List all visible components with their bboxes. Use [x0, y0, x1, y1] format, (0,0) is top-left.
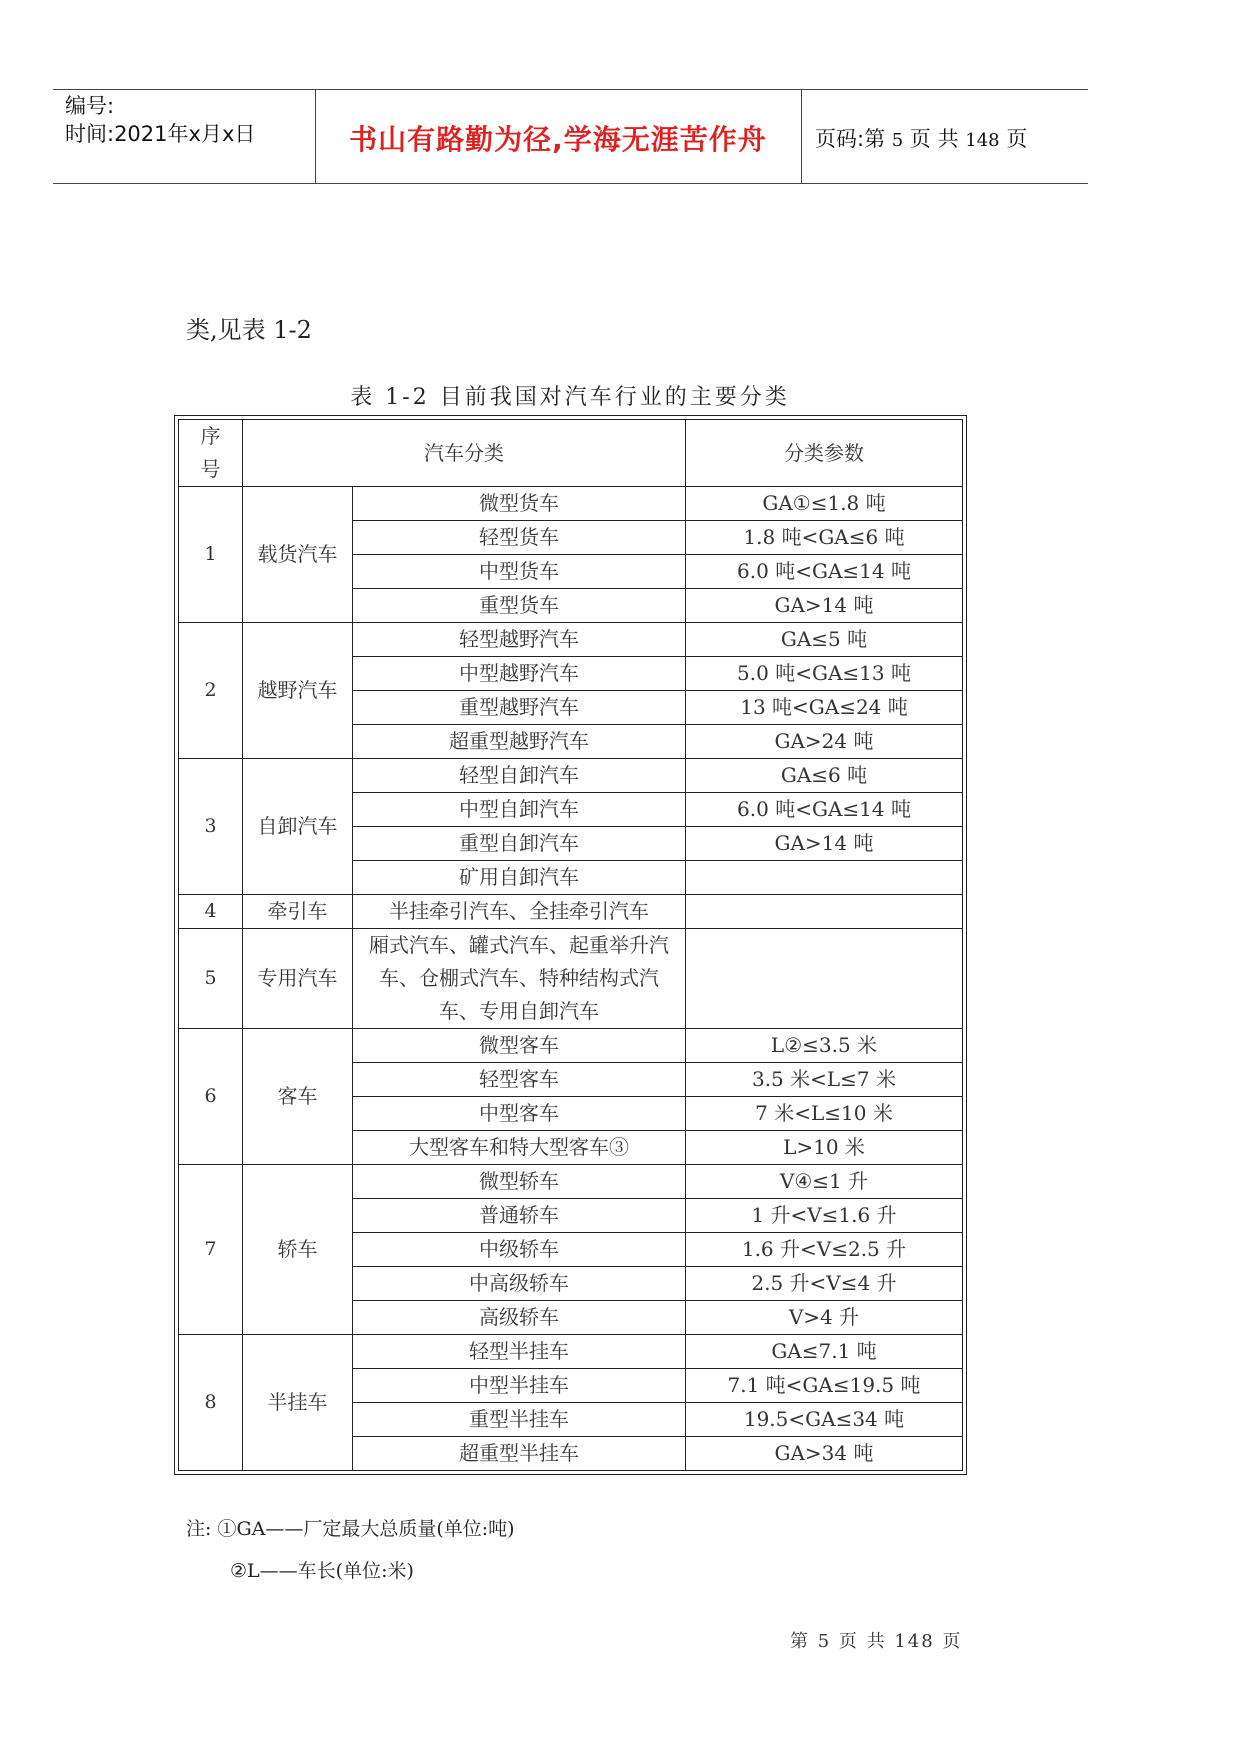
row-type-cell: 微型轿车	[353, 1165, 686, 1199]
row-param-cell: 1.8 吨<GA≤6 吨	[686, 521, 963, 555]
row-category-cell: 越野汽车	[243, 623, 353, 759]
row-param-cell: GA>14 吨	[686, 589, 963, 623]
row-param-cell: GA>34 吨	[686, 1437, 963, 1471]
row-index-cell: 6	[179, 1029, 243, 1165]
row-type-cell: 轻型客车	[353, 1063, 686, 1097]
row-param-cell: 13 吨<GA≤24 吨	[686, 691, 963, 725]
row-param-cell: GA>24 吨	[686, 725, 963, 759]
row-param-cell: 1 升<V≤1.6 升	[686, 1199, 963, 1233]
table-row	[179, 1165, 963, 1199]
table-caption: 表 1-2 目前我国对汽车行业的主要分类	[350, 385, 790, 410]
row-index-cell: 8	[179, 1335, 243, 1471]
table-row	[179, 1335, 963, 1369]
classification-table	[178, 419, 963, 1471]
time-label: 时间:2021年x月x日	[65, 122, 256, 146]
row-category-cell: 轿车	[243, 1165, 353, 1335]
header-index-text: 序号	[200, 424, 221, 481]
header-divider	[801, 90, 802, 183]
table-notes	[186, 1508, 515, 1592]
note-1: 注: ①GA——厂定最大总质量(单位:吨)	[186, 1518, 515, 1540]
row-type-cell: 中高级轿车	[353, 1267, 686, 1301]
page-header	[53, 89, 1088, 184]
page-footer: 第 5 页 共 148 页	[790, 1631, 963, 1652]
row-param-cell: 19.5<GA≤34 吨	[686, 1403, 963, 1437]
row-type-cell: 中型客车	[353, 1097, 686, 1131]
row-category-cell: 载货汽车	[243, 487, 353, 623]
table-row	[179, 487, 963, 521]
header-motto: 书山有路勤为径,学海无涯苦作舟	[349, 123, 767, 156]
row-param-cell: 3.5 米<L≤7 米	[686, 1063, 963, 1097]
row-param-cell: 7.1 吨<GA≤19.5 吨	[686, 1369, 963, 1403]
page-current: 5	[891, 130, 904, 151]
row-type-cell: 超重型半挂车	[353, 1437, 686, 1471]
row-type-cell: 重型货车	[353, 589, 686, 623]
row-param-cell: 2.5 升<V≤4 升	[686, 1267, 963, 1301]
row-type-cell: 高级轿车	[353, 1301, 686, 1335]
page-mid: 页 共	[909, 127, 959, 151]
row-index-cell: 2	[179, 623, 243, 759]
row-type-cell: 轻型货车	[353, 521, 686, 555]
row-index-cell: 7	[179, 1165, 243, 1335]
page-suffix: 页	[1006, 127, 1028, 151]
row-type-cell: 超重型越野汽车	[353, 725, 686, 759]
row-param-cell: V>4 升	[686, 1301, 963, 1335]
row-param-cell: 1.6 升<V≤2.5 升	[686, 1233, 963, 1267]
table-row	[179, 759, 963, 793]
row-type-cell: 大型客车和特大型客车③	[353, 1131, 686, 1165]
row-param-cell	[686, 895, 963, 929]
row-index-cell: 1	[179, 487, 243, 623]
page-prefix: 页码:第	[815, 127, 886, 151]
row-type-cell: 轻型自卸汽车	[353, 759, 686, 793]
row-param-cell: GA≤7.1 吨	[686, 1335, 963, 1369]
row-type-cell: 中型自卸汽车	[353, 793, 686, 827]
row-param-cell: GA≤6 吨	[686, 759, 963, 793]
row-param-cell: 6.0 吨<GA≤14 吨	[686, 555, 963, 589]
row-type-cell: 重型半挂车	[353, 1403, 686, 1437]
row-param-cell	[686, 929, 963, 1029]
row-type-cell: 中级轿车	[353, 1233, 686, 1267]
row-index-cell: 5	[179, 929, 243, 1029]
row-type-cell: 中型货车	[353, 555, 686, 589]
header-page-number	[815, 123, 1027, 153]
row-type-cell: 矿用自卸汽车	[353, 861, 686, 895]
row-type-cell: 厢式汽车、罐式汽车、起重举升汽车、仓棚式汽车、特种结构式汽车、专用自卸汽车	[353, 929, 686, 1029]
header-cell-params: 分类参数	[686, 420, 963, 487]
row-param-cell: 6.0 吨<GA≤14 吨	[686, 793, 963, 827]
intro-text: 类,见表 1-2	[186, 316, 312, 344]
row-param-cell: 7 米<L≤10 米	[686, 1097, 963, 1131]
table-row	[179, 623, 963, 657]
classification-table-frame	[174, 415, 967, 1475]
row-type-cell: 半挂牵引汽车、全挂牵引汽车	[353, 895, 686, 929]
row-type-cell: 普通轿车	[353, 1199, 686, 1233]
row-param-cell: 5.0 吨<GA≤13 吨	[686, 657, 963, 691]
row-param-cell: GA>14 吨	[686, 827, 963, 861]
row-type-cell: 轻型越野汽车	[353, 623, 686, 657]
row-type-cell: 重型自卸汽车	[353, 827, 686, 861]
code-label: 编号:	[65, 94, 115, 118]
table-row	[179, 895, 963, 929]
row-param-cell: GA①≤1.8 吨	[686, 487, 963, 521]
page-total: 148	[965, 130, 1000, 151]
row-category-cell: 专用汽车	[243, 929, 353, 1029]
row-type-cell: 重型越野汽车	[353, 691, 686, 725]
row-param-cell: L②≤3.5 米	[686, 1029, 963, 1063]
row-param-cell: L>10 米	[686, 1131, 963, 1165]
table-header-row	[179, 420, 963, 487]
row-category-cell: 客车	[243, 1029, 353, 1165]
row-param-cell: V④≤1 升	[686, 1165, 963, 1199]
row-param-cell: GA≤5 吨	[686, 623, 963, 657]
note-2: ②L——车长(单位:米)	[230, 1560, 414, 1582]
row-index-cell: 3	[179, 759, 243, 895]
header-cell-index	[179, 420, 243, 487]
row-category-cell: 半挂车	[243, 1335, 353, 1471]
row-type-cell: 轻型半挂车	[353, 1335, 686, 1369]
row-category-cell: 牵引车	[243, 895, 353, 929]
header-cell-category: 汽车分类	[243, 420, 686, 487]
row-type-cell: 微型客车	[353, 1029, 686, 1063]
table-row	[179, 929, 963, 1029]
row-type-cell: 微型货车	[353, 487, 686, 521]
row-param-cell	[686, 861, 963, 895]
table-row	[179, 1029, 963, 1063]
row-type-cell: 中型越野汽车	[353, 657, 686, 691]
row-index-cell: 4	[179, 895, 243, 929]
row-category-cell: 自卸汽车	[243, 759, 353, 895]
table-body	[179, 420, 963, 1471]
row-type-cell: 中型半挂车	[353, 1369, 686, 1403]
header-meta	[65, 92, 255, 148]
